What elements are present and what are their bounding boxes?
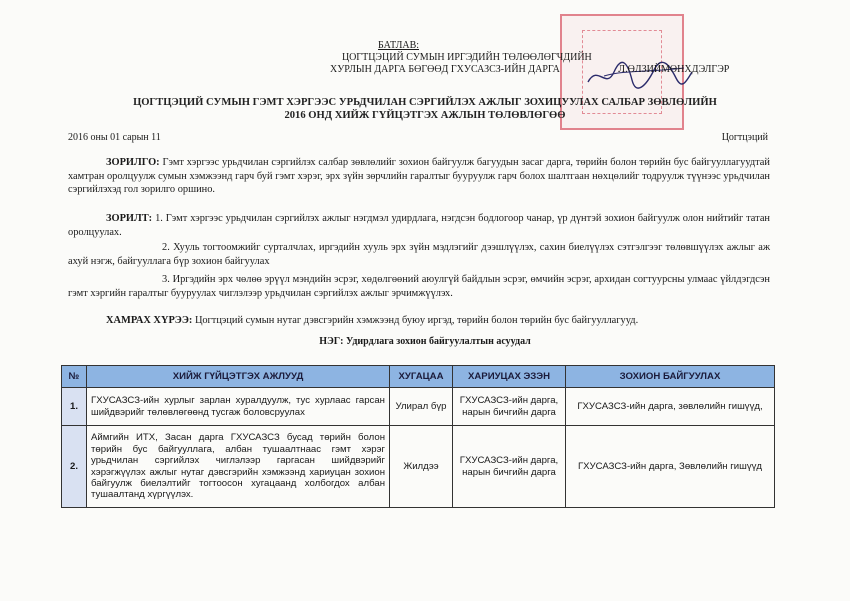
goal-label: ЗОРИЛГО:: [106, 157, 160, 168]
title-line2: 2016 ОНД ХИЙЖ ГҮЙЦЭТГЭХ АЖЛЫН ТӨЛӨВЛӨГӨӨ: [284, 110, 566, 121]
document-place: Цогтцэций: [721, 132, 768, 143]
goal-paragraph: [68, 156, 770, 197]
row-term: Улирал бүр: [390, 388, 453, 426]
row-organizer: ГХУСАЗСЗ-ийн дарга, зөвлөлийн гишүүд,: [566, 388, 775, 426]
date-line: [68, 132, 768, 143]
scope-text: Цогтцэций сумын нутаг дэвсгэрийн хэмжээнд буюу иргэд, төрийн болон төрийн бус байгууллагууд.: [194, 315, 639, 326]
row-task: ГХУСАЗСЗ-ийн хурлыг зарлан хуралдуулж, тус хурлаас гарсан шийдвэрийг төлөвлөгөөнд тусгаж боловсруулах: [87, 388, 390, 426]
objective-3: [68, 273, 770, 300]
scope-label: ХАМРАХ ХҮРЭЭ:: [106, 315, 193, 326]
objective-3-text: 3. Иргэдийн эрх чөлөө эрүүл мэндийн эсрэг, хөдөлгөөний аюулгүй байдлын эсрэг, өмчийн эсрэг, архидан согтуурсны улмаас үйлдэгдсэн гэмт хэргийн гаралтыг бууруулах чиглэлээр урьдчилан сэргийлэх ажлыг эрчимжүүлэх.: [68, 274, 770, 299]
header-term: ХУГАЦАА: [390, 366, 453, 388]
table-row: [62, 426, 775, 508]
row-term: Жилдээ: [390, 426, 453, 508]
row-responsible: ГХУСАЗСЗ-ийн дарга, нарын бичгийн дарга: [453, 426, 566, 508]
objective-2-text: 2. Хууль тогтоомжийг сурталчлах, иргэдийн хууль эрх зүйн мэдлэгийг дээшлүүлэх, сахин биелүүлэх сэтгэлгээг төлөвшүүлэх ажлыг аж ахуй нэгж, байгууллага бүр зохион байгуулах: [68, 242, 770, 267]
row-organizer: ГХУСАЗСЗ-ийн дарга, Зөвлөлийн гишүүд: [566, 426, 775, 508]
row-responsible: ГХУСАЗСЗ-ийн дарга, нарын бичгийн дарга: [453, 388, 566, 426]
approval-line1: ЦОГТЦЭЦИЙ СУМЫН ИРГЭДИЙН ТӨЛӨӨЛӨГЧДИЙН: [342, 52, 592, 63]
objective-2: [68, 241, 770, 268]
approval-label: БАТЛАВ:: [378, 40, 420, 51]
title-line1: ЦОГТЦЭЦИЙ СУМЫН ГЭМТ ХЭРГЭЭС УРЬДЧИЛАН СЭРГИЙЛЭХ АЖЛЫГ ЗОХИЦУУЛАХ САЛБАР ЗӨВЛӨЛИЙН: [133, 97, 717, 108]
header-organizer: ЗОХИОН БАЙГУУЛАХ: [566, 366, 775, 388]
objectives-label: ЗОРИЛТ:: [106, 213, 153, 224]
plan-table: [61, 365, 775, 508]
document-date: 2016 оны 01 сарын 11: [68, 132, 161, 143]
table-row: [62, 388, 775, 426]
scope-paragraph: [68, 314, 770, 328]
objective-1-text: 1. Гэмт хэргээс урьдчилан сэргийлэх ажлыг нэгдмэл удирдлага, нэгдсэн бодлогоор чанар, үр дүнтэй зохион байгуулж олон нийтийг татан оролцуулах.: [68, 213, 770, 238]
row-number: 2.: [62, 426, 87, 508]
row-task: Аймгийн ИТХ, Засан дарга ГХУСАЗСЗ бусад төрийн болон төрийн бус байгууллага, албан тушаалтнаас гэмт хэрэг урьдчилан сэргийлэх чиглэлээр гаргасан шийдвэрийг хэрэгжүүлэх ажлыг нутаг дэвсгэрийн хэмжээнд хариуцан зохион байгуулж биелэлтийг тогтоосон хугацаанд холбогдох албан тушаалтанд хүргүүлэх.: [87, 426, 390, 508]
approval-line2: ХУРЛЫН ДАРГА БӨГӨӨД ГХУСАЗСЗ-ИЙН ДАРГА: [330, 64, 560, 75]
approval-name: Л.ӨЛЗИЙМӨНХДЭЛГЭР: [618, 64, 730, 75]
header-task: ХИЙЖ ГҮЙЦЭТГЭХ АЖЛУУД: [87, 366, 390, 388]
row-number: 1.: [62, 388, 87, 426]
document-title: [0, 96, 850, 122]
objective-1: [68, 212, 770, 239]
section-title: НЭГ: Удирдлага зохион байгуулалтын асуудал: [319, 336, 531, 347]
table-header-row: [62, 366, 775, 388]
approval-block: [330, 40, 800, 76]
header-responsible: ХАРИУЦАХ ЭЗЭН: [453, 366, 566, 388]
header-number: №: [62, 366, 87, 388]
goal-text: Гэмт хэргээс урьдчилан сэргийлэх салбар зөвлөлийг зохион байгуулж багуудын засаг дарга, төрийн болон төрийн бус байгууллагуудтай хамтран оролцуулж сумын хэмжээнд гарч буй гэмт хэрэг, эрх зүйн зөрчлийн гаралтыг бууруулж гарч болох шалтгаан нөхцөлийг тодруулж түүнээс урьдчилан сэргийлэхэд гол зорилго оршино.: [68, 157, 770, 195]
